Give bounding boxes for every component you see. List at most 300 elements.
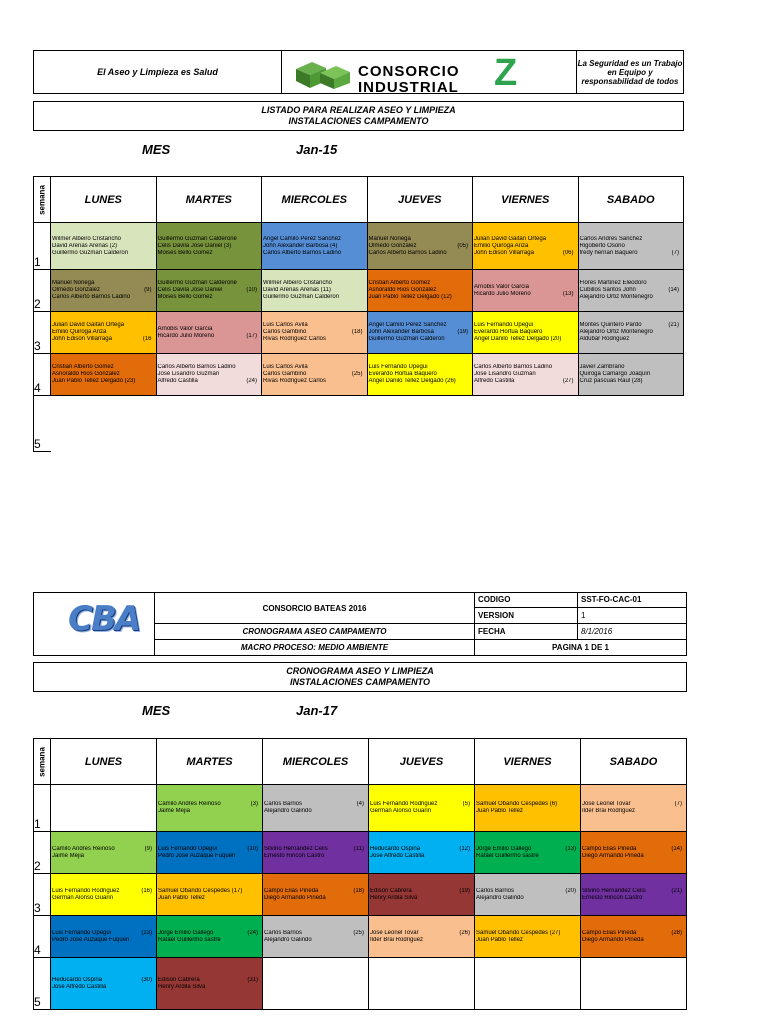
schedule-cell — [578, 354, 684, 396]
week-row — [34, 223, 684, 270]
assignee-line — [473, 378, 578, 385]
assignee-line — [473, 236, 578, 243]
assignee-line — [157, 808, 262, 815]
assignment-number: (18) — [351, 329, 363, 335]
assignee-line — [369, 888, 474, 895]
assignee-name: Jose Leonel Tovar — [370, 929, 419, 936]
schedule-cell — [51, 223, 157, 270]
assignee-name: David Arenas Arenas (11) — [263, 287, 331, 293]
assignee-name: Alejandro Ortiz Montenegro — [579, 329, 653, 335]
doc2-title — [33, 662, 687, 692]
day-header-jueves: JUEVES — [367, 177, 473, 223]
assignee-name: Diego Armando Pineda — [582, 936, 644, 943]
assignee-name: fredy hernan Baquero — [579, 249, 638, 256]
slogan-right — [576, 50, 684, 94]
assignee-name: Wilmer Albeiro Cristancho — [52, 235, 122, 242]
assignment-number: (21) — [668, 322, 679, 328]
assignee-line — [51, 250, 156, 257]
assignee-line — [581, 895, 686, 902]
assignment-number: (13) — [565, 845, 576, 852]
assignee-line — [262, 236, 367, 243]
slogan-left — [33, 50, 282, 94]
assignee-name: Jose Alfredo Castilla — [370, 852, 425, 859]
assignee-name: Jorge Emilio Gallego — [158, 929, 214, 936]
assignee-name: Celis Davila Jose Daniel — [157, 287, 223, 293]
assignee-line — [157, 287, 262, 294]
assignment-number: (9) — [144, 845, 152, 852]
assignee-line — [263, 808, 368, 815]
assignee-line — [473, 284, 578, 291]
assignment-number: (7) — [674, 801, 682, 807]
week-row — [34, 312, 684, 354]
assignee-name: Ricardo Julio Moreno — [474, 290, 531, 297]
assignee-line — [262, 294, 367, 301]
version-label: VERSION — [474, 607, 578, 624]
codigo-label: CODIGO — [474, 592, 578, 608]
assignee-name: John Edison Villarraga — [474, 249, 534, 256]
assignee-name: Ernesto Rincon Castro — [582, 894, 643, 901]
day-header-miercoles: MIERCOLES — [263, 739, 369, 785]
schedule-cell — [262, 223, 368, 270]
assignee-line — [581, 846, 686, 853]
assignment-number: (19) — [459, 887, 470, 894]
doc2-schedule-table — [33, 738, 687, 1010]
company-name — [358, 64, 460, 96]
assignee-line — [51, 846, 156, 853]
assignee-name: Alejandro Galindo — [476, 894, 524, 901]
week-number: 5 — [34, 958, 51, 1010]
schedule-cell — [156, 354, 262, 396]
schedule-cell — [51, 785, 157, 832]
schedule-cell — [475, 958, 581, 1010]
assignment-number: (25) — [351, 371, 363, 377]
schedule-cell — [156, 312, 262, 354]
assignee-line — [473, 291, 578, 298]
assignee-name: Angel Danilo Tellez Delgado (20) — [474, 336, 562, 342]
assignee-line — [473, 371, 578, 378]
slogan-right-text: La Seguridad es un Trabajo en Equipo y responsabilidad de todos — [577, 58, 683, 86]
day-header-lunes: LUNES — [51, 177, 157, 223]
assignee-line — [157, 937, 262, 944]
assignee-name: Ernesto Rincon Castro — [264, 852, 325, 859]
assignee-line — [473, 243, 578, 250]
assignee-line — [51, 280, 156, 287]
assignment-number: (25) — [353, 929, 364, 936]
assignee-name: Campo Elias Pineda — [582, 929, 637, 936]
assignee-line — [581, 937, 686, 944]
doc1-mes-value: Jan-15 — [296, 142, 338, 157]
assignee-name: Alejandro Galindo — [264, 808, 312, 814]
assignee-name: Rivas Rodriguez Carlos — [263, 336, 327, 342]
doc1-mes-label: MES — [142, 142, 171, 157]
assignee-name: Luis Carlos Ávila — [263, 364, 308, 370]
assignee-line — [51, 888, 156, 895]
assignee-name: Luis Fernando Upegui — [368, 364, 428, 370]
assignee-name: Alfredo Castilla — [474, 378, 515, 384]
assignment-number: (14) — [671, 845, 682, 852]
assignee-name: John Edison Villarraga — [52, 336, 112, 342]
doc2-company — [154, 592, 475, 624]
assignee-name: Samuel Obando Cespedes (17) — [158, 887, 243, 894]
assignee-line — [157, 846, 262, 853]
assignee-line — [473, 364, 578, 371]
day-header-viernes: VIERNES — [473, 177, 579, 223]
assignee-name: Diego Armando Pineda — [264, 894, 326, 901]
assignee-line — [369, 853, 474, 860]
assignee-name: Carlos Andres Sanchez — [579, 235, 643, 242]
assignee-name: Manuel Noriega — [368, 235, 411, 242]
week-header-label: semana — [37, 184, 47, 215]
assignee-name: Angel Camilo Perez Sanchez — [368, 322, 447, 328]
assignee-name: Diego Armando Pineda — [582, 852, 644, 859]
doc1-title-line-2: INSTALACIONES CAMPAMENTO — [288, 116, 429, 126]
week-row — [34, 874, 687, 916]
assignee-name: Luis Fernando Upegui — [52, 929, 112, 936]
fecha-label: FECHA — [474, 623, 578, 640]
schedule-cell — [51, 270, 157, 312]
cba-logo: CBA — [68, 599, 140, 639]
assignee-line — [475, 853, 580, 860]
schedule-cell — [581, 958, 687, 1010]
assignee-line — [51, 984, 156, 991]
assignment-number: (31) — [247, 976, 258, 983]
assignee-line — [157, 250, 262, 257]
schedule-cell — [581, 785, 687, 832]
schedule-cell — [263, 916, 369, 958]
assignee-name: Luis Fernando Upegui — [474, 322, 534, 328]
assignee-name: Guillermo Guzman Calderon — [263, 294, 340, 300]
assignment-number: (24) — [247, 929, 258, 936]
assignee-name: German Alonso Guarin — [52, 894, 114, 901]
assignee-line — [51, 895, 156, 902]
assignee-line — [262, 250, 367, 257]
assignee-line — [262, 364, 367, 371]
doc2-subtitle-2-text: MACRO PROCESO: MEDIO AMBIENTE — [240, 643, 389, 652]
schedule-cell — [263, 832, 369, 874]
assignee-line — [368, 329, 473, 336]
assignment-number: (11) — [353, 845, 364, 852]
schedule-cell — [581, 916, 687, 958]
week-number: 4 — [34, 916, 51, 958]
pagina-info — [474, 639, 687, 656]
assignee-line — [51, 294, 156, 301]
week-number: 1 — [34, 785, 51, 832]
schedule-cell — [369, 874, 475, 916]
schedule-cell — [578, 270, 684, 312]
assignee-name: Guillermo Guzman Calderoné — [157, 235, 237, 242]
cba-logo-block — [33, 592, 155, 656]
cube-logo-icon — [292, 59, 354, 91]
assignee-name: Cubillos Santos John — [579, 287, 636, 293]
assignee-name: Rafael Guillermo sastre — [158, 936, 221, 943]
assignee-name: Everardo Hortua Baquero — [474, 329, 543, 335]
assignee-name: Arnobis Valor Garcia — [157, 325, 213, 332]
assignee-name: Jose Leonel Tovar — [582, 801, 631, 807]
fecha-value: 8/1/2016 — [577, 623, 687, 640]
assignee-name: Jaime Mejia — [52, 852, 85, 859]
assignee-name: Camilo Andres Reinoso — [52, 845, 115, 852]
assignee-name: Juan Pablo Tellez — [158, 894, 205, 901]
schedule-cell — [157, 916, 263, 958]
assignee-line — [51, 937, 156, 944]
assignee-name: Arnobis Valor Garcia — [474, 283, 529, 290]
assignee-name: Carlos Barrios — [476, 887, 515, 894]
assignee-name: Rafael Guillermo sastre — [476, 852, 539, 859]
schedule-cell — [51, 832, 157, 874]
doc2-subtitle-1-text: CRONOGRAMA ASEO CAMPAMENTO — [242, 627, 387, 636]
assignee-name: Jaime Mejia — [158, 808, 191, 814]
assignee-line — [51, 329, 156, 336]
assignee-line — [368, 364, 473, 371]
assignee-line — [579, 378, 684, 385]
assignee-line — [579, 294, 684, 301]
assignment-number: (5) — [462, 801, 470, 807]
assignee-line — [157, 280, 262, 287]
assignee-name: Jose Alfredo Castilla — [52, 983, 107, 990]
assignee-name: Juan Pablo Tellez Delgado (23) — [52, 378, 136, 384]
assignment-number: (19) — [457, 329, 468, 335]
schedule-cell — [367, 312, 473, 354]
assignee-line — [262, 280, 367, 287]
assignee-line — [579, 236, 684, 243]
schedule-cell — [263, 785, 369, 832]
assignee-name: Juan Pablo Tellez — [476, 808, 523, 814]
day-header-martes: MARTES — [156, 177, 262, 223]
assignee-name: Carlos Gambino — [263, 329, 307, 335]
company-word-2: INDUSTRIAL — [358, 79, 459, 96]
assignee-line — [579, 287, 684, 294]
assignee-line — [473, 329, 578, 336]
assignee-line — [368, 378, 473, 385]
doc2-company-text: CONSORCIO BATEAS 2016 — [262, 603, 367, 613]
doc1-schedule-table — [33, 176, 684, 452]
assignee-line — [51, 378, 156, 385]
assignee-name: Emilio Quiroga Ariza — [474, 242, 529, 249]
assignee-line — [369, 937, 474, 944]
assignee-line — [579, 336, 684, 343]
assignee-line — [368, 280, 473, 287]
schedule-cell — [473, 354, 579, 396]
week-number: 3 — [34, 312, 51, 354]
assignee-name: Rigoberto Osorio — [579, 242, 625, 249]
assignee-name: Moises Bello Gomez — [157, 249, 213, 256]
assignment-number: (21) — [671, 887, 682, 894]
day-header-martes: MARTES — [157, 739, 263, 785]
assignee-name: Juan Pablo Tellez Delgado (12) — [368, 294, 452, 300]
empty-week-area — [51, 396, 684, 452]
assignee-name: Carlos Alberto Barrios Ladino — [52, 294, 131, 300]
pagina-info-text: PAGINA 1 DE 1 — [552, 643, 609, 652]
assignee-name: Carlos Gambino — [263, 371, 307, 377]
assignee-line — [262, 371, 367, 378]
day-header-jueves: JUEVES — [369, 739, 475, 785]
assignment-number: (10) — [246, 287, 257, 293]
assignee-name: Henry Ardila Silva — [158, 983, 206, 990]
day-header-sabado: SABADO — [581, 739, 687, 785]
assignee-line — [157, 294, 262, 301]
assignee-line — [581, 808, 686, 815]
assignee-name: Guillermo Guzman Calderon — [368, 336, 445, 342]
assignee-name: John Alexander Barbosa (4) — [263, 242, 338, 249]
week-row — [34, 916, 687, 958]
assignee-name: José Lisandro Guzmán — [474, 371, 536, 377]
assignee-line — [51, 236, 156, 243]
assignee-line — [368, 287, 473, 294]
assignee-line — [579, 364, 684, 371]
assignee-line — [368, 294, 473, 301]
assignment-number: (16 — [142, 336, 152, 342]
assignee-name: Carlos Barrios — [264, 929, 303, 936]
assignee-line — [579, 243, 684, 250]
assignee-line — [51, 243, 156, 250]
schedule-cell — [581, 832, 687, 874]
assignee-line — [157, 236, 262, 243]
assignee-name: Edison Cabrera — [158, 976, 200, 983]
assignee-line — [263, 930, 368, 937]
assignee-name: Heducardo Ospina — [370, 845, 421, 852]
assignee-name: Cristian Alberto Gomez — [52, 364, 114, 370]
assignee-line — [51, 930, 156, 937]
assignee-line — [579, 250, 684, 257]
assignee-name: Javier Zambrano — [579, 364, 625, 370]
week-column-header — [34, 177, 51, 223]
assignee-name: Julian David Gaitan Ortega — [474, 235, 547, 242]
assignee-line — [579, 280, 684, 287]
week-header-label: semana — [37, 746, 47, 777]
schedule-cell — [578, 312, 684, 354]
assignee-name: Olmedo González — [368, 242, 417, 249]
assignee-name: Olmedo González — [52, 287, 101, 293]
assignee-name: Alejandro Galindo — [264, 936, 312, 943]
assignee-name: Alejandro Ortiz Montenegro — [579, 294, 653, 300]
assignee-line — [369, 808, 474, 815]
assignee-name: Angel Danilo Tellez Delgado (26) — [368, 378, 456, 384]
schedule-cell — [473, 270, 579, 312]
assignee-line — [475, 888, 580, 895]
week-row — [34, 270, 684, 312]
schedule-cell — [262, 270, 368, 312]
week-row — [34, 396, 684, 452]
week-number: 5 — [34, 396, 51, 452]
assignee-name: Carlos Alberto Barrios Ladino — [368, 249, 447, 256]
schedule-cell — [367, 354, 473, 396]
assignee-line — [368, 243, 473, 250]
schedule-cell — [367, 270, 473, 312]
assignee-name: Guillermo Guzman Calderoné — [157, 280, 237, 286]
assignee-name: Cristian Alberto Gomez — [368, 280, 431, 286]
assignee-line — [51, 364, 156, 371]
assignee-name: Edison Cabrera — [370, 887, 412, 894]
assignment-number: (06) — [562, 249, 574, 256]
assignee-line — [157, 371, 262, 378]
slogan-left-text: El Aseo y Limpieza es Salud — [97, 67, 218, 77]
assignee-name: Carlos Alberto Barrios Ladino — [157, 364, 236, 370]
assignee-line — [581, 930, 686, 937]
assignee-name: Emilio Quiroga Ariza — [52, 329, 107, 335]
assignment-number: (13) — [562, 290, 574, 297]
assignee-line — [369, 930, 474, 937]
assignment-number: (30) — [141, 976, 152, 983]
assignee-line — [157, 801, 262, 808]
assignee-name: Everardo Hortua Baquero — [368, 371, 437, 377]
assignee-line — [473, 250, 578, 257]
assignee-name: Campo Elias Pineda — [264, 887, 319, 894]
assignee-line — [368, 336, 473, 343]
doc2-subtitle-2 — [154, 639, 475, 656]
assignee-line — [51, 336, 156, 343]
assignee-name: Samuel Obando Cespedes (27) — [476, 929, 561, 936]
assignment-number: (26) — [459, 929, 470, 936]
assignee-name: Manuel Noriega — [52, 280, 95, 286]
schedule-cell — [156, 223, 262, 270]
assignment-number: (9) — [144, 287, 152, 293]
assignee-line — [579, 371, 684, 378]
assignee-line — [157, 984, 262, 991]
assignee-name: Campo Elias Pineda — [582, 845, 637, 852]
week-number: 2 — [34, 832, 51, 874]
assignee-line — [51, 977, 156, 984]
assignee-name: Quiroga Camargo Joaquín — [579, 371, 651, 377]
schedule-cell — [51, 916, 157, 958]
assignee-line — [262, 336, 367, 343]
week-row — [34, 354, 684, 396]
assignee-line — [262, 243, 367, 250]
schedule-cell — [263, 874, 369, 916]
assignee-name: Henry Ardila Silva — [370, 894, 418, 901]
schedule-cell — [51, 312, 157, 354]
assignee-name: Guillermo Guzman Calderon — [52, 249, 129, 256]
assignee-line — [157, 977, 262, 984]
schedule-cell — [475, 874, 581, 916]
week-number: 1 — [34, 223, 51, 270]
assignee-name: Moises Bello Gomez — [157, 294, 213, 300]
assignee-line — [157, 930, 262, 937]
assignee-line — [157, 243, 262, 250]
assignee-name: Heducardo Ospina — [52, 976, 103, 983]
version-value: 1 — [577, 607, 687, 624]
assignee-name: Luis Fernando Rodriguez — [52, 887, 120, 894]
assignee-name: German Alonso Guarin — [370, 808, 432, 814]
assignee-line — [475, 801, 580, 808]
assignment-number: (10) — [247, 845, 258, 852]
doc2-mes-value: Jan-17 — [296, 703, 338, 718]
assignee-name: Camilo Andres Reinoso — [158, 801, 221, 807]
week-number: 3 — [34, 874, 51, 916]
assignee-line — [51, 322, 156, 329]
assignee-name: David Arenas Arenas (2) — [52, 242, 118, 249]
schedule-cell — [367, 223, 473, 270]
company-word-1: CONSORCIO — [358, 63, 460, 80]
assignee-name: Celis Davila Jose Daniel (3) — [157, 242, 232, 249]
week-row — [34, 832, 687, 874]
week-number: 4 — [34, 354, 51, 396]
assignment-number: (28) — [671, 929, 682, 936]
assignee-line — [262, 287, 367, 294]
assignee-line — [475, 937, 580, 944]
assignee-line — [51, 287, 156, 294]
assignee-name: Asnoraldo Rios Gonzalez — [368, 287, 437, 293]
assignee-line — [157, 378, 262, 385]
week-column-header — [34, 739, 51, 785]
codigo-value: SST-FO-CAC-01 — [577, 592, 687, 608]
assignee-line — [51, 371, 156, 378]
schedule-cell — [473, 223, 579, 270]
assignee-name: Angel Camilo Perez Sanchez — [263, 235, 342, 242]
assignee-line — [263, 888, 368, 895]
assignee-name: Carlos Alberto Barrios Ladino — [263, 249, 342, 256]
assignee-name: Luis Carlos Ávila — [263, 322, 308, 328]
assignee-name: Rivas Rodriguez Carlos — [263, 378, 327, 384]
